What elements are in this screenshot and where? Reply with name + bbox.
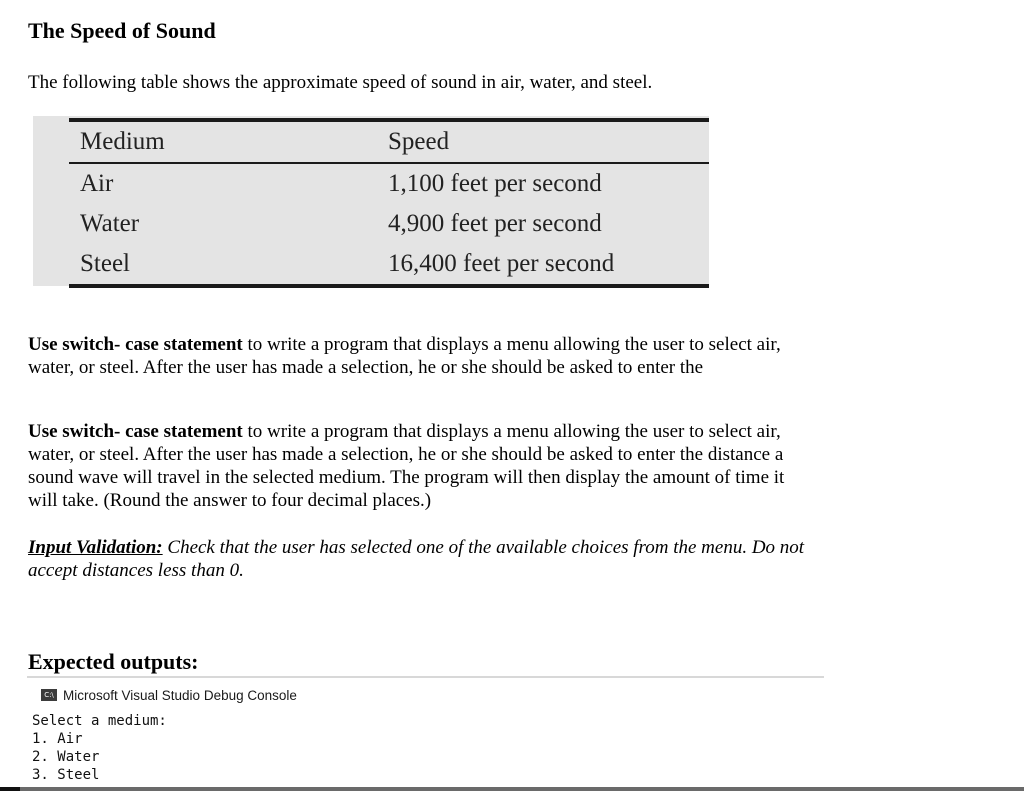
console-line: 3. Steel <box>32 767 100 783</box>
console-app-icon: C:\ <box>41 689 57 701</box>
cell-speed: 16,400 feet per second <box>388 250 615 277</box>
header-speed: Speed <box>388 128 450 155</box>
document-title: The Speed of Sound <box>28 18 216 43</box>
paragraph-text: to write a program that displays a menu allowing the user to select air, water, or steel. After the user has made a selection, he or she should be asked to enter the <box>28 334 781 378</box>
cell-speed: 1,100 feet per second <box>388 170 602 197</box>
input-validation-paragraph <box>28 536 818 582</box>
taskbar-edge <box>0 787 1024 791</box>
table-row <box>69 204 709 244</box>
header-medium: Medium <box>80 128 165 155</box>
expected-outputs-heading: Expected outputs: <box>28 649 199 674</box>
speed-table <box>69 118 709 288</box>
intro-paragraph: The following table shows the approximate speed of sound in air, water, and steel. <box>28 72 653 93</box>
input-validation-text: Check that the user has selected one of the available choices from the menu. Do not accept distances less than 0. <box>28 537 805 581</box>
emphasis-switch-case: Use switch- case statement <box>28 334 243 355</box>
cell-speed: 4,900 feet per second <box>388 210 602 237</box>
table-header-row <box>69 120 709 163</box>
console-title: Microsoft Visual Studio Debug Console <box>63 687 297 703</box>
console-titlebar <box>41 686 297 704</box>
table-row <box>69 244 709 286</box>
table-row <box>69 163 709 204</box>
input-validation-label: Input Validation: <box>28 537 163 558</box>
emphasis-switch-case: Use switch- case statement <box>28 421 243 442</box>
cell-medium: Water <box>80 210 140 237</box>
debug-console-screenshot <box>27 676 824 790</box>
cell-medium: Air <box>80 170 114 197</box>
assignment-paragraph <box>28 420 818 512</box>
assignment-paragraph-truncated <box>28 333 818 379</box>
console-line: Select a medium: <box>32 713 167 729</box>
console-line: 2. Water <box>32 749 100 765</box>
paragraph-text: to write a program that displays a menu allowing the user to select air, water, or steel. After the user has made a selection, he or she should be asked to enter the distance a sound wave will travel in the selected medium. The program will then display the amount of time it will take. (Round the answer to four decimal places.) <box>28 421 785 511</box>
console-output <box>32 712 167 784</box>
cell-medium: Steel <box>80 250 130 277</box>
console-line: 1. Air <box>32 731 83 747</box>
